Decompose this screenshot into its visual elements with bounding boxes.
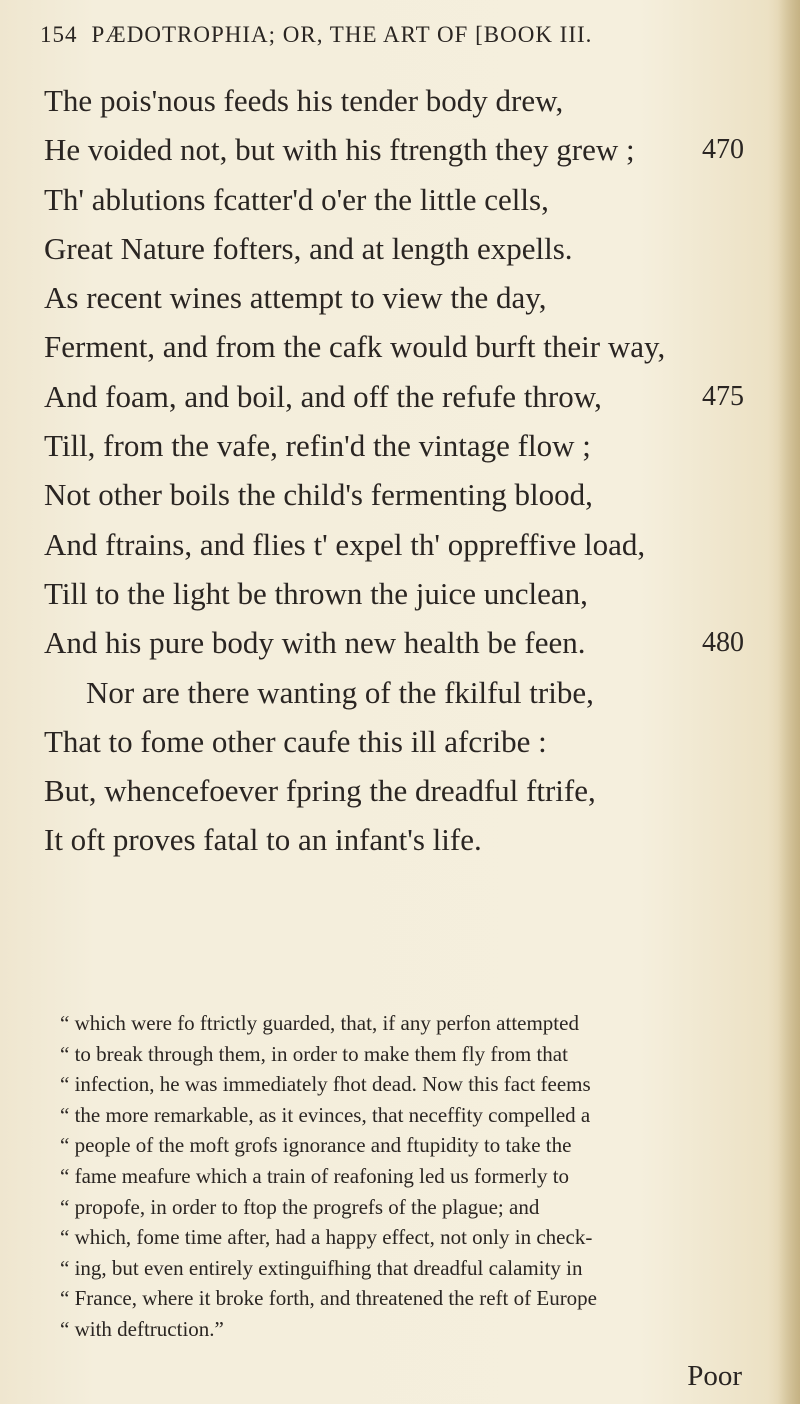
poem-verse (44, 76, 764, 865)
verse-line (44, 815, 764, 864)
verse-line (44, 766, 764, 815)
verse-text: It oft proves fatal to an infant's life. (44, 822, 482, 858)
verse-line (44, 125, 764, 174)
verse-line (44, 717, 764, 766)
note-line: “ which, fome time after, had a happy effect, not only in check- (60, 1225, 593, 1250)
verse-text: And his pure body with new health be feen. (44, 625, 586, 661)
verse-text: He voided not, but with his ftrength they grew ; (44, 132, 635, 168)
verse-line (44, 668, 764, 717)
verse-text: Till to the light be thrown the juice unclean, (44, 575, 588, 611)
verse-text: That to fome other caufe this ill afcribe : (44, 723, 547, 759)
note-line: “ with deftruction.” (60, 1316, 224, 1341)
note-line: “ infection, he was immediately fhot dead. Now this fact feems (60, 1072, 591, 1097)
line-number: 480 (702, 627, 744, 659)
verse-line (44, 618, 764, 667)
verse-text: And ftrains, and flies t' expel th' oppreffive load, (44, 526, 646, 562)
verse-line (44, 470, 764, 519)
page-number: 154 (40, 22, 78, 47)
note-line: “ fame meafure which a train of reafoning led us formerly to (60, 1163, 570, 1188)
note-line: “ the more remarkable, as it evinces, that neceffity compelled a (60, 1102, 591, 1127)
note-line: “ to break through them, in order to make them fly from that (60, 1041, 568, 1066)
verse-text: Not other boils the child's fermenting blood, (44, 477, 593, 513)
verse-line (44, 273, 764, 322)
verse-line (44, 76, 764, 125)
note-line: “ which were fo ftrictly guarded, that, if any perfon attempted (60, 1011, 579, 1035)
note-line: “ propofe, in order to ftop the progrefs of the plague; and (60, 1194, 540, 1219)
verse-text: As recent wines attempt to view the day, (44, 280, 547, 316)
verse-text: Ferment, and from the cafk would burft their way, (44, 329, 666, 365)
note-line: “ France, where it broke forth, and threatened the reft of Europe (60, 1286, 598, 1311)
verse-line (44, 322, 764, 371)
note-line: “ ing, but even entirely extinguifhing that dreadful calamity in (60, 1255, 583, 1280)
catchword: Poor (687, 1360, 742, 1392)
verse-text: Nor are there wanting of the fkilful tribe, (86, 674, 594, 710)
footnote-quotation (60, 1008, 770, 1345)
line-number: 470 (702, 134, 744, 166)
running-title: PÆDOTROPHIA; OR, THE ART OF [BOOK III. (91, 22, 593, 47)
page-edge-shadow (778, 0, 800, 1404)
verse-text: Great Nature fofters, and at length expells. (44, 230, 573, 266)
verse-line (44, 175, 764, 224)
running-header (40, 22, 780, 62)
verse-text: The pois'nous feeds his tender body drew, (44, 83, 564, 118)
verse-line (44, 372, 764, 421)
verse-text: Till, from the vafe, refin'd the vintage flow ; (44, 428, 591, 464)
note-line: “ people of the moft grofs ignorance and ftupidity to take the (60, 1133, 572, 1158)
verse-line (44, 224, 764, 273)
verse-line (44, 520, 764, 569)
verse-text: Th' ablutions fcatter'd o'er the little cells, (44, 181, 549, 217)
line-number: 475 (702, 380, 744, 412)
verse-line (44, 421, 764, 470)
verse-text: But, whencefoever fpring the dreadful ftrife, (44, 773, 596, 809)
verse-line (44, 569, 764, 618)
verse-text: And foam, and boil, and off the refufe throw, (44, 378, 602, 414)
